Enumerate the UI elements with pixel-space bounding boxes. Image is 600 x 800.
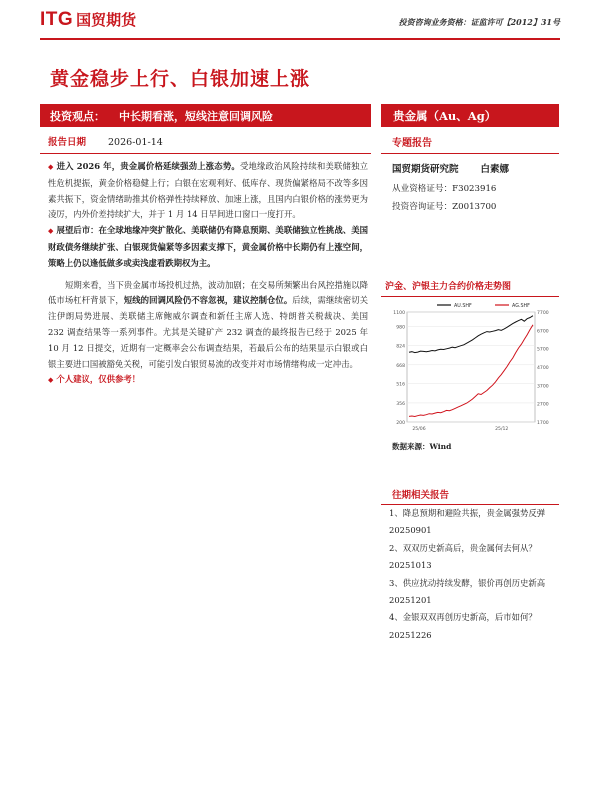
right-tick-label: 1700 <box>537 421 549 426</box>
left-axis-ticks <box>393 310 405 426</box>
paragraph-3-text: 短期来看，当下贵金属市场投机过热，波动加剧；在交易所频繁出台风控措施以降低市场杠杆背景下， <box>48 279 368 306</box>
left-tick-label: 668 <box>396 363 405 369</box>
bullet-icon: ◆ <box>48 227 54 236</box>
analyst-name: 白素娜 <box>480 164 510 175</box>
institute-name: 国贸期货研究院 <box>392 164 459 175</box>
paragraph-1 <box>48 159 368 223</box>
report-date-label: 报告日期 <box>48 137 87 148</box>
report-type: 专题报告 <box>392 138 432 149</box>
right-tick-label: 3700 <box>537 384 549 390</box>
chart-source: 数据来源：Wind <box>392 442 452 451</box>
sector-label: 贵金属（Au、Ag） <box>393 108 497 123</box>
company-logo <box>40 9 136 31</box>
report-title: 黄金稳步上行、白银加速上涨 <box>50 68 311 90</box>
series-lines <box>409 316 533 417</box>
header-divider <box>40 38 560 40</box>
paragraph-1-text: 受地缘政治风险持续和美联储独立性危机提振，黄金价格稳健上行；白银在宏观利好、低库存、现货偏紧格局不改等多因素共振下，资金情绪助推其价格弹性持续释放、加速上涨，且国内白银价格的涨势更为凌厉，内外价差持续扩大，并于 1 月 14 日早间进口窗口一度打开。 <box>48 161 368 220</box>
related-report-link[interactable]: 2、双双历史新高后，贵金属何去何从？20251013 <box>389 542 537 571</box>
left-tick-label: 516 <box>396 382 405 388</box>
report-date-value: 2026-01-14 <box>108 137 163 148</box>
chart-divider <box>381 296 559 297</box>
related-report-link[interactable]: 1、降息预期和避险共振，贵金属强势反弹 20250901 <box>389 508 546 536</box>
related-reports-list <box>389 505 559 644</box>
chart-grid <box>407 312 535 422</box>
license-text: 投资咨询业务资格：证监许可【2012】31号 <box>398 17 560 27</box>
advisory-cert: 投资咨询证号：Z0013700 <box>392 202 497 212</box>
legend-label: AG.SHF <box>512 304 530 309</box>
report-date-row <box>48 134 163 148</box>
disclaimer-note: 个人建议，仅供参考！ <box>56 374 141 385</box>
chart-title: 沪金、沪银主力合约价格走势图 <box>385 282 512 292</box>
related-report-link[interactable]: 4、金银双双再创历史新高，后市如何？20251226 <box>389 612 537 640</box>
right-axis-ticks <box>537 310 549 426</box>
author-line <box>392 161 509 175</box>
paragraph-2 <box>48 223 368 271</box>
viewpoint-label: 投资观点： <box>50 109 105 123</box>
right-tick-label: 5700 <box>537 347 549 353</box>
chart-legend <box>437 303 530 309</box>
right-tick-label: 7700 <box>537 311 549 316</box>
paragraph-4 <box>48 372 368 389</box>
related-report-link[interactable]: 3、供应扰动持续发酵，银价再创历史新高 20251201 <box>389 577 546 606</box>
price-chart <box>385 298 560 438</box>
x-tick-label: 25/12 <box>495 427 509 432</box>
report-body <box>48 159 368 389</box>
left-tick-label: 356 <box>396 401 405 407</box>
right-tick-label: 6700 <box>537 329 549 335</box>
related-reports-title: 往期相关报告 <box>392 490 450 501</box>
right-tick-label: 2700 <box>537 402 549 408</box>
paragraph-3-emphasis: 短线的回调风险仍不容忽视，建议控制仓位。 <box>123 295 293 306</box>
viewpoint-text: 中长期看涨，短线注意回调风险 <box>119 109 273 123</box>
legend-label: AU.SHF <box>454 304 472 309</box>
paragraph-3-text-2: 后续，需继续密切关注伊朗局势进展、美联储主席鲍威尔调查和新任主席人选、特朗普关税裁决、美国 232 调查结果等一系列事件。尤其是关键矿产 232 调查的最终报告已经于 2025 年 10 月 12 日提交，近期有一定概率会公布调查结果，若最后公布的结果显示白银或白银主要进口国被豁免关税，可能引发白银贸易流的改变并对市场情绪构成一定冲击。 <box>48 295 369 369</box>
logo-cn-text: 国贸期货 <box>76 11 137 29</box>
bullet-icon: ◆ <box>48 163 54 171</box>
bullet-icon: ◆ <box>48 376 54 385</box>
x-axis-ticks <box>412 426 508 432</box>
left-tick-label: 980 <box>396 325 405 331</box>
viewpoint-banner <box>40 104 371 127</box>
series-line-au-shf <box>409 316 533 353</box>
left-tick-label: 1100 <box>393 311 405 316</box>
left-tick-label: 824 <box>396 344 405 350</box>
qualification-cert: 从业资格证号：F3023916 <box>392 184 497 194</box>
x-tick-label: 25/06 <box>412 427 426 432</box>
logo-itg-text: ITG <box>40 9 74 30</box>
plot-frame <box>407 312 535 422</box>
left-tick-label: 200 <box>396 421 405 426</box>
left-divider <box>40 153 371 154</box>
paragraph-3 <box>48 278 368 373</box>
paragraph-1-lead: 进入 2026 年，贵金属价格延续强劲上涨态势。 <box>56 161 240 171</box>
sector-banner <box>381 104 559 127</box>
right-tick-label: 4700 <box>537 366 549 371</box>
paragraph-2-lead: 展望后市：在全球地缘冲突扩散化、美联储仍有降息预期、美联储独立性挑战、美国财政债务继续扩张、白银现货偏紧等多因素支撑下，黄金属价格中长期仍有上涨空间，策略上仍以逢低做多或卖浅虚看跌期权为主。 <box>48 225 368 268</box>
right-divider <box>381 153 559 154</box>
